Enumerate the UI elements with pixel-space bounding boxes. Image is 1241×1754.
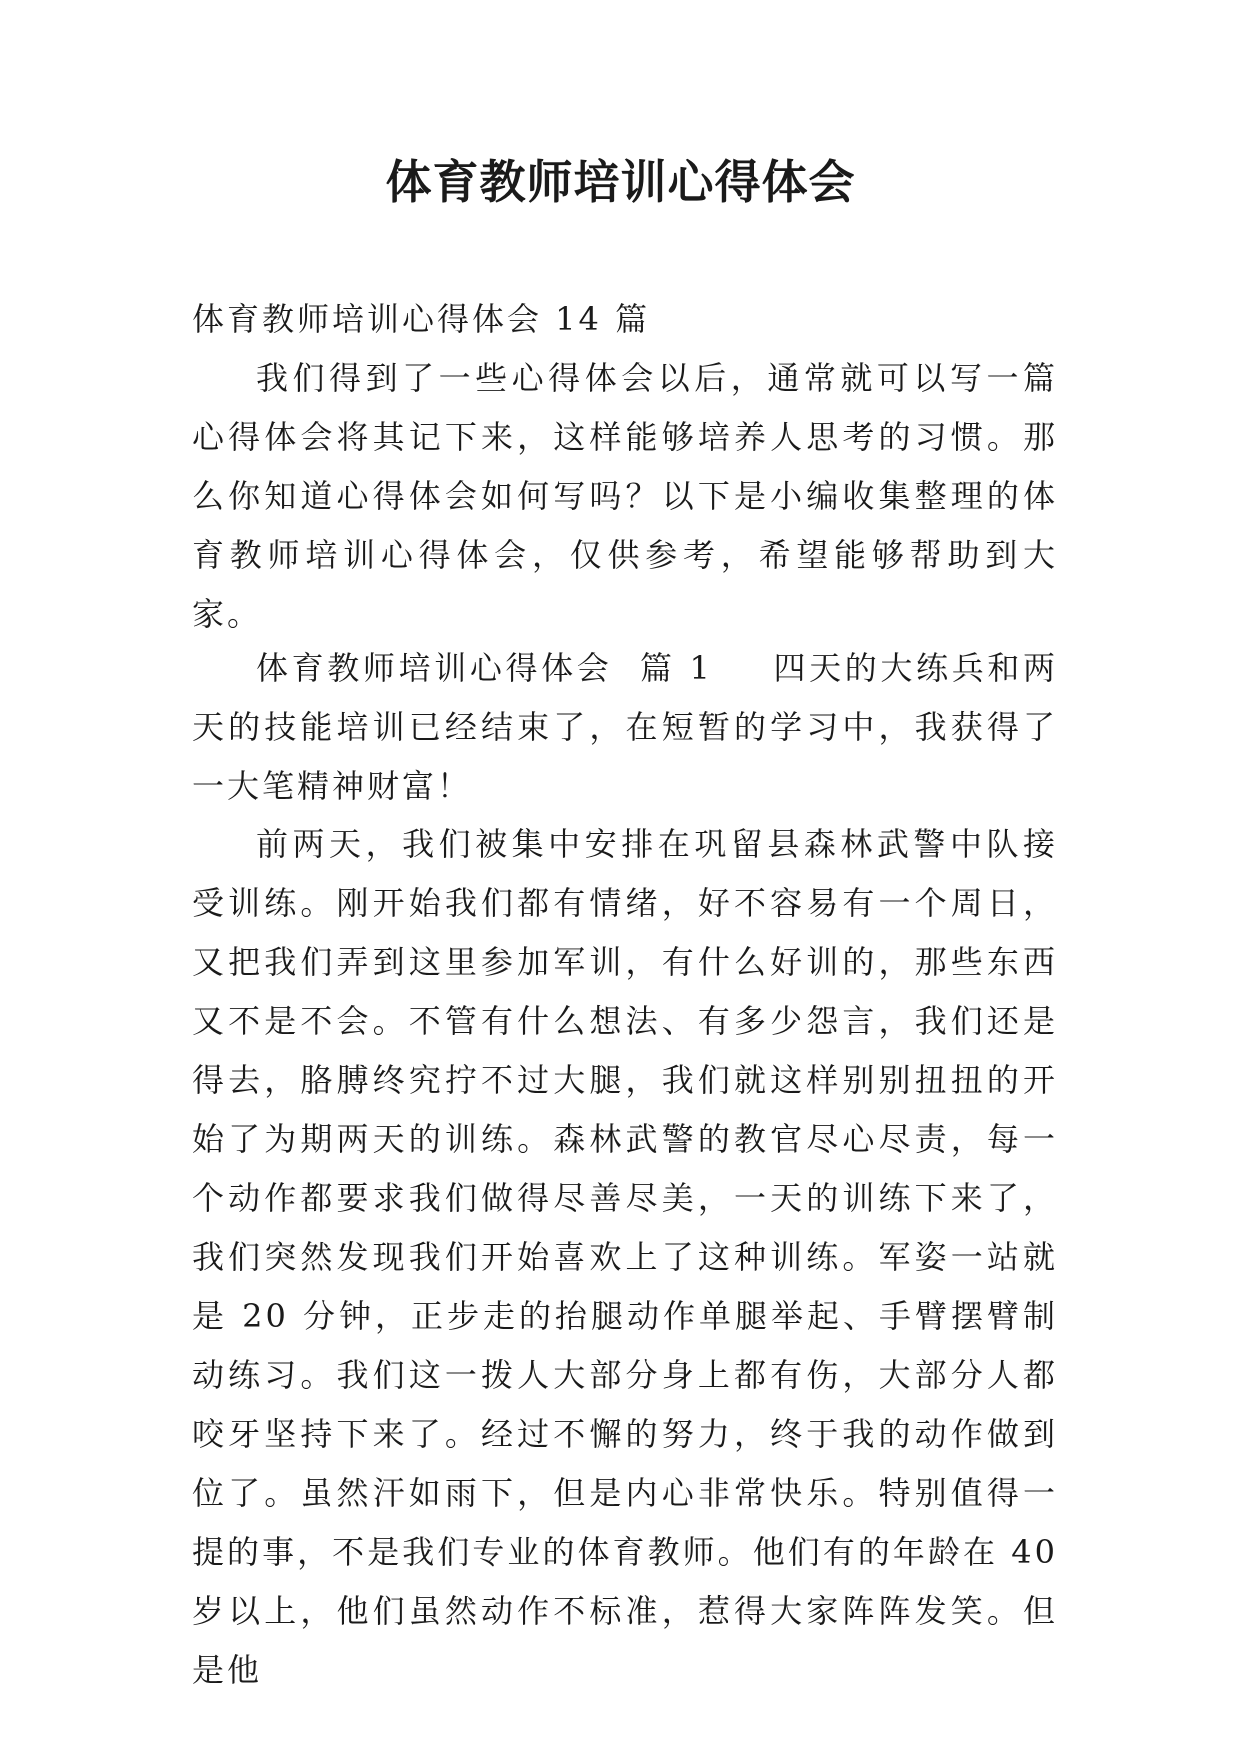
document-subtitle: 体育教师培训心得体会 14 篇 (192, 300, 651, 338)
section-1-heading: 体育教师培训心得体会 篇 1 (256, 649, 713, 687)
document-title: 体育教师培训心得体会 (385, 155, 856, 209)
intro-paragraph: 我们得到了一些心得体会以后，通常就可以写一篇心得体会将其记下来，这样能够培养人思考的习惯。那么你知道心得体会如何写吗？以下是小编收集整理的体育教师培训心得体会，仅供参考，希望能够帮助到大家。 (192, 359, 1058, 633)
section-1-paragraph (192, 639, 1058, 816)
training-paragraph: 前两天，我们被集中安排在巩留县森林武警中队接受训练。刚开始我们都有情绪，好不容易有一个周日，又把我们弄到这里参加军训，有什么好训的，那些东西又不是不会。不管有什么想法、有多少怨言，我们还是得去，胳膊终究拧不过大腿，我们就这样别别扭扭的开始了为期两天的训练。森林武警的教官尽心尽责，每一个动作都要求我们做得尽善尽美，一天的训练下来了，我们突然发现我们开始喜欢上了这种训练。军姿一站就是 20 分钟，正步走的抬腿动作单腿举起、手臂摆臂制动练习。我们这一拨人大部分身上都有伤，大部分人都咬牙坚持下来了。经过不懈的努力，终于我的动作做到位了。虽然汗如雨下，但是内心非常快乐。特别值得一提的事，不是我们专业的体育教师。他们有的年龄在 40 岁以上，他们虽然动作不标准，惹得大家阵阵发笑。但是他 (192, 825, 1058, 1689)
section-1-text: 四天的大练兵和两天的技能培训已经结束了，在短暂的学习中，我获得了一大笔精神财富！ (192, 649, 1058, 805)
